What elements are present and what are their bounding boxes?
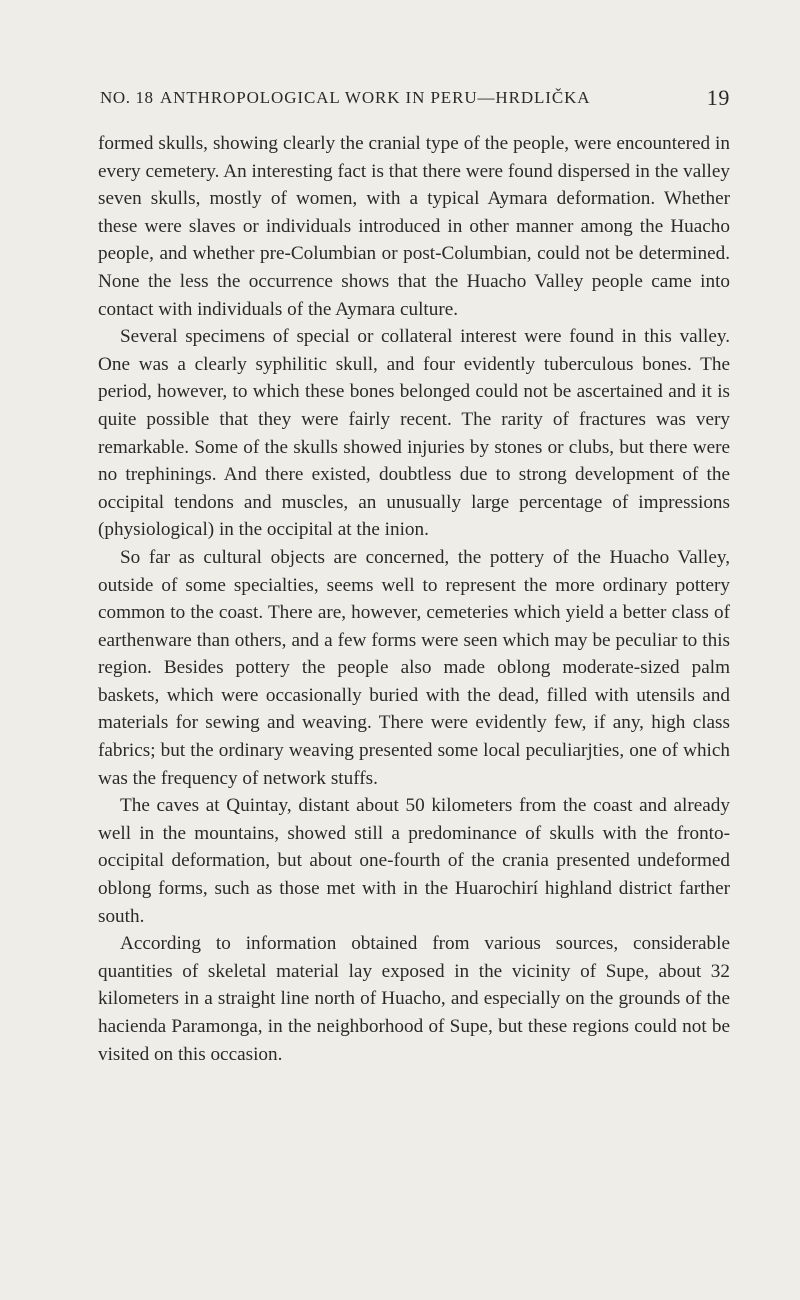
running-head [100, 85, 730, 116]
paragraph: formed skulls, showing clearly the cranial type of the people, were encountered in every cemetery. An interesting fact is that there were found dispersed in the valley seven skulls, mostly of women, with a typical Aymara deformation. Whether these were slaves or individuals introduced in other manner among the Huacho people, and whether pre-Columbian or post-Columbian, could not be determined. None the less the occurrence shows that the Huacho Valley people came into contact with individuals of the Aymara culture. [98, 133, 730, 320]
paragraph: According to information obtained from various sources, considerable quantities of skeletal material lay exposed in the vicinity of Supe, about 32 kilometers in a straight line north of Huacho, and especially on the grounds of the hacienda Paramonga, in the neighborhood of Supe, but these regions could not be visited on this occasion. [98, 933, 730, 1065]
page-number: 19 [706, 85, 730, 110]
paragraph: So far as cultural objects are concerned, the pottery of the Huacho Valley, outside of some specialties, seems well to represent the more ordinary pottery common to the coast. There are, however, cemeteries which yield a better class of earthenware than others, and a few forms were seen which may be peculiar to this region. Besides pottery the people also made oblong moderate-sized palm baskets, which were occasionally buried with the dead, filled with utensils and materials for sewing and weaving. There were evidently few, if any, high class fabrics; but the ordinary weaving presented some local peculiarjties, one of which was the frequency of network stuffs. [98, 546, 730, 789]
body-text [98, 130, 730, 1068]
issue-number: NO. 18 [100, 88, 154, 107]
paragraph: The caves at Quintay, distant about 50 kilometers from the coast and already well in the mountains, showed still a predominance of skulls with the fronto-occipital deformation, but about one-fourth of the crania presented undeformed oblong forms, such as those met with in the Huarochirí highland district farther south. [98, 795, 730, 927]
paragraph: Several specimens of special or collateral interest were found in this valley. One was a clearly syphilitic skull, and four evidently tuberculous bones. The period, however, to which these bones belonged could not be ascertained and it is quite possible that they were fairly recent. The rarity of fractures was very remarkable. Some of the skulls showed injuries by stones or clubs, but there were no trephinings. And there existed, doubtless due to strong development of the occipital tendons and muscles, an unusually large percentage of impressions (physiological) in the occipital at the inion. [98, 326, 730, 541]
running-title: ANTHROPOLOGICAL WORK IN PERU—HRDLIČKA [160, 88, 591, 107]
